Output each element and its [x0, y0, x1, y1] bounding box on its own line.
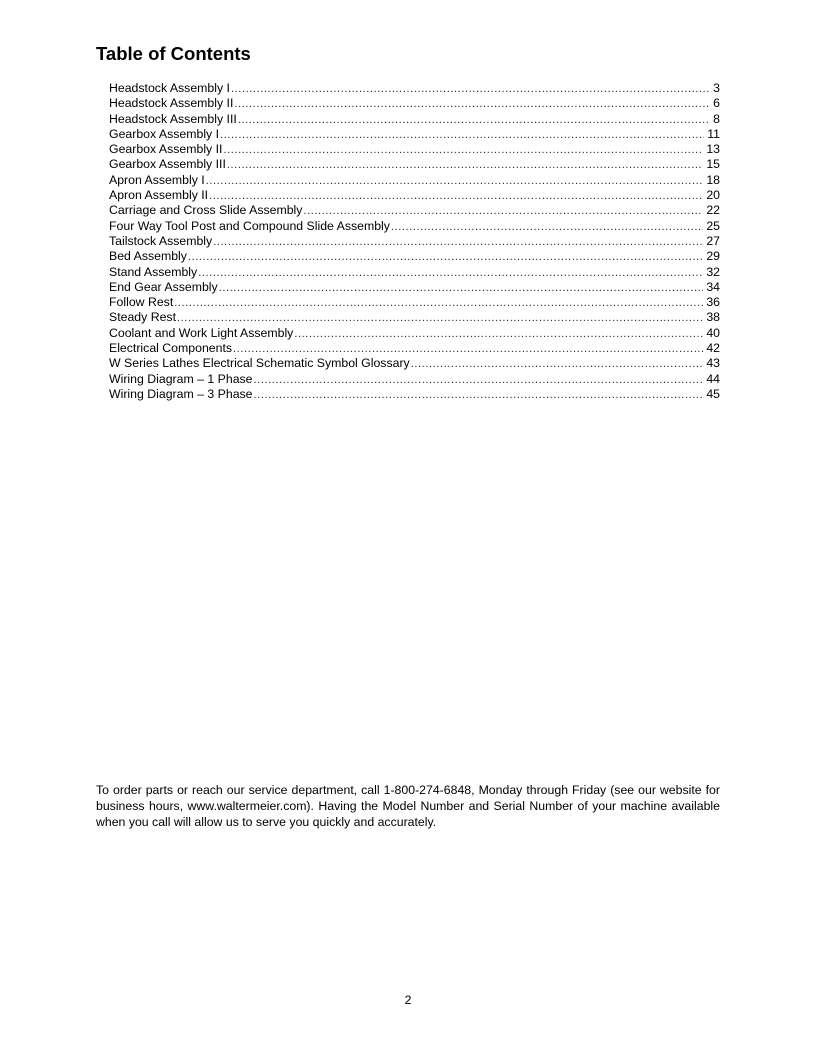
- dot-leader: [227, 158, 703, 172]
- dot-leader: [234, 97, 710, 111]
- toc-entry[interactable]: [109, 234, 720, 249]
- dot-leader: [303, 204, 703, 218]
- toc-entry-page: 43: [706, 356, 720, 371]
- dot-leader: [188, 250, 703, 264]
- toc-entry-label: Carriage and Cross Slide Assembly: [109, 203, 303, 218]
- dot-leader: [220, 128, 704, 142]
- dot-leader: [231, 82, 710, 96]
- toc-entry-label: W Series Lathes Electrical Schematic Symbol Glossary: [109, 356, 410, 371]
- toc-entry-label: Coolant and Work Light Assembly: [109, 325, 294, 340]
- toc-entry[interactable]: [109, 188, 720, 203]
- toc-entry[interactable]: [109, 203, 720, 218]
- toc-entry[interactable]: [109, 173, 720, 188]
- toc-entry-page: 6: [713, 96, 720, 111]
- toc-entry-label: End Gear Assembly: [109, 279, 218, 294]
- toc-entry-label: Bed Assembly: [109, 249, 187, 264]
- toc-entry-page: 32: [706, 264, 720, 279]
- dot-leader: [223, 143, 703, 157]
- dot-leader: [391, 220, 703, 234]
- toc-entry-page: 8: [713, 111, 720, 126]
- dot-leader: [206, 174, 704, 188]
- toc-entry-label: Gearbox Assembly III: [109, 157, 226, 172]
- toc-entry-page: 20: [706, 188, 720, 203]
- toc-entry[interactable]: [109, 372, 720, 387]
- dot-leader: [233, 342, 703, 356]
- toc-entry[interactable]: [109, 81, 720, 96]
- dot-leader: [254, 373, 704, 387]
- dot-leader: [254, 388, 704, 402]
- toc-entry[interactable]: [109, 142, 720, 157]
- toc-entry-label: Apron Assembly II: [109, 188, 209, 203]
- toc-entry-label: Follow Rest: [109, 295, 174, 310]
- toc-entry-page: 11: [707, 126, 720, 141]
- toc-entry-label: Headstock Assembly III: [109, 111, 237, 126]
- toc-entry[interactable]: [109, 326, 720, 341]
- toc-entry-label: Stand Assembly: [109, 264, 198, 279]
- toc-entry[interactable]: [109, 112, 720, 127]
- toc-entry-page: 42: [706, 341, 720, 356]
- toc-entry-label: Wiring Diagram – 1 Phase: [109, 371, 253, 386]
- dot-leader: [198, 266, 703, 280]
- toc-entry-page: 40: [706, 325, 720, 340]
- toc-entry[interactable]: [109, 280, 720, 295]
- dot-leader: [238, 113, 710, 127]
- toc-entry[interactable]: [109, 387, 720, 402]
- toc-entry[interactable]: [109, 249, 720, 264]
- toc-entry-page: 44: [706, 371, 720, 386]
- page-number: 2: [404, 993, 412, 1007]
- toc-entry-label: Wiring Diagram – 3 Phase: [109, 386, 253, 401]
- toc-entry-page: 22: [706, 203, 720, 218]
- toc-entry-label: Gearbox Assembly I: [109, 126, 220, 141]
- dot-leader: [219, 281, 704, 295]
- dot-leader: [411, 357, 704, 371]
- toc-entry[interactable]: [109, 157, 720, 172]
- toc-list: [109, 81, 720, 402]
- toc-entry-page: 18: [706, 172, 720, 187]
- toc-entry-page: 38: [706, 310, 720, 325]
- dot-leader: [174, 296, 703, 310]
- toc-entry-page: 34: [706, 279, 720, 294]
- dot-leader: [294, 327, 703, 341]
- dot-leader: [209, 189, 703, 203]
- toc-entry[interactable]: [109, 356, 720, 371]
- toc-entry[interactable]: [109, 341, 720, 356]
- toc-entry-label: Electrical Components: [109, 341, 233, 356]
- toc-entry-label: Gearbox Assembly II: [109, 142, 223, 157]
- service-contact-note: To order parts or reach our service department, call 1-800-274-6848, Monday through Friday (see our website for business hours, www.waltermeier.com). Having the Model Number and Serial Number of your machine available when you call will allow us to serve you quickly and accurately.: [96, 783, 720, 829]
- toc-entry[interactable]: [109, 265, 720, 280]
- toc-entry-page: 15: [706, 157, 720, 172]
- toc-entry-label: Steady Rest: [109, 310, 176, 325]
- toc-entry-page: 36: [706, 295, 720, 310]
- toc-entry[interactable]: [109, 96, 720, 111]
- toc-entry-page: 29: [706, 249, 720, 264]
- page-title: Table of Contents: [96, 43, 251, 64]
- toc-entry-page: 3: [713, 81, 720, 95]
- toc-entry-page: 25: [706, 218, 720, 233]
- toc-entry[interactable]: [109, 219, 720, 234]
- toc-entry[interactable]: [109, 310, 720, 325]
- toc-entry[interactable]: [109, 127, 720, 142]
- toc-entry-label: Four Way Tool Post and Compound Slide Assembly: [109, 218, 390, 233]
- toc-entry-page: 45: [706, 386, 720, 401]
- dot-leader: [213, 235, 703, 249]
- toc-entry-label: Headstock Assembly II: [109, 96, 234, 111]
- dot-leader: [177, 311, 703, 325]
- toc-entry-label: Apron Assembly I: [109, 172, 205, 187]
- toc-entry-page: 27: [706, 233, 720, 248]
- toc-entry-page: 13: [706, 142, 720, 157]
- toc-entry-label: Tailstock Assembly: [109, 233, 213, 248]
- toc-entry[interactable]: [109, 295, 720, 310]
- toc-entry-label: Headstock Assembly I: [109, 81, 230, 95]
